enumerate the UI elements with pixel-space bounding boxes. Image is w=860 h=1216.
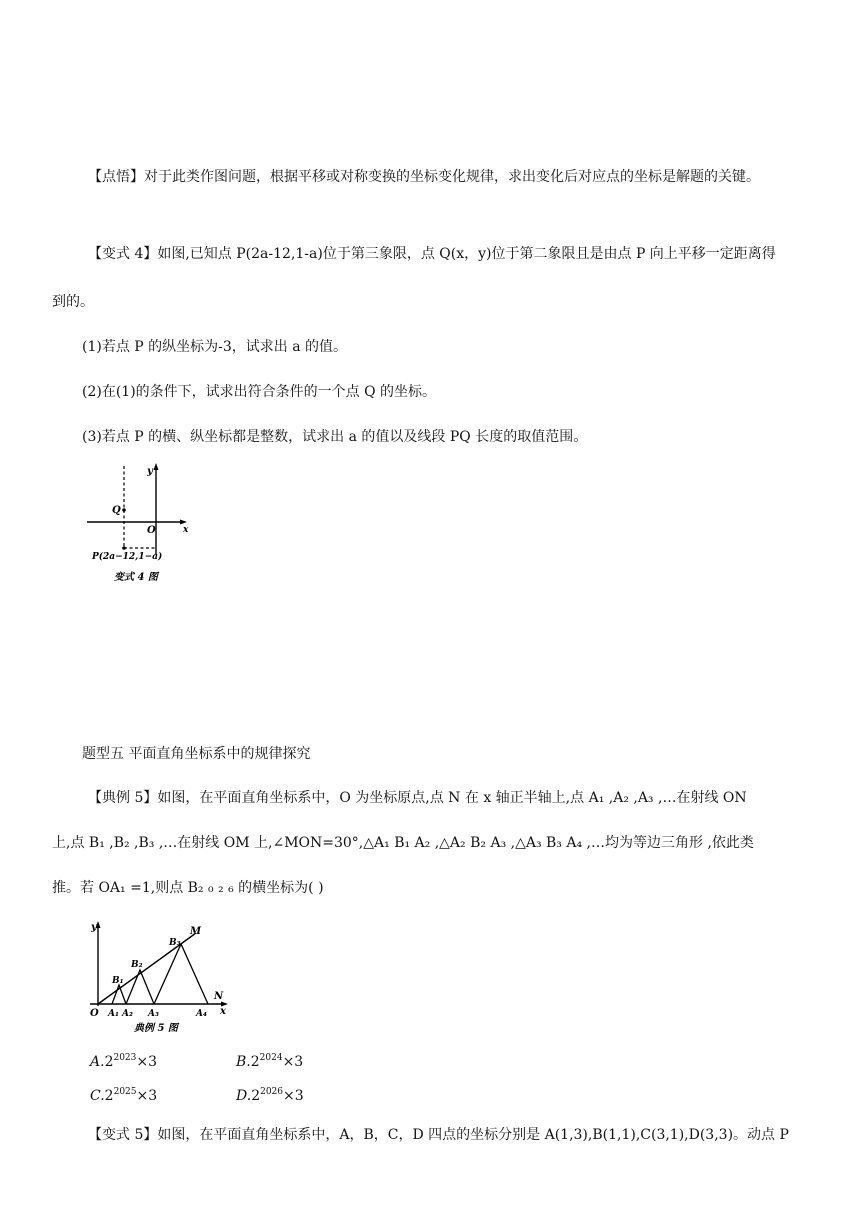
option-b[interactable] (236, 1052, 303, 1072)
triangle-a3b3a4 (154, 944, 208, 1004)
example5-figure (84, 918, 240, 1036)
label-q: Q (112, 505, 121, 516)
variant4-figure (84, 462, 204, 586)
label-p: P(2a−12,1−a) (92, 552, 163, 562)
point-p (122, 546, 126, 550)
label-x: x (220, 1006, 226, 1017)
option-b-base: 2 (250, 1054, 260, 1070)
triangle-a1b1a2 (112, 985, 126, 1004)
label-m: M (190, 926, 202, 937)
option-b-tail: ×3 (282, 1054, 304, 1070)
label-y: y (91, 922, 97, 933)
label-b1: B₁ (112, 976, 124, 986)
x-axis-arrow (180, 520, 187, 525)
label-a4: A₄ (196, 1009, 207, 1019)
label-b2: B₂ (131, 960, 143, 970)
option-c-exp: 2025 (113, 1087, 137, 1097)
option-c-letter: C. (90, 1088, 105, 1104)
label-x: x (183, 525, 189, 535)
option-a-base: 2 (104, 1054, 114, 1070)
example5-stem-line1: 【典例 5】如图，在平面直角坐标系中，O 为坐标原点,点 N 在 x 轴正半轴上,点 A₁ ,A₂ ,A₃ ,…在射线 ON (88, 790, 747, 806)
variant4-stem-line1: 【变式 4】如图,已知点 P(2a-12,1-a)位于第三象限，点 Q(x，y)位于第二象限且是由点 P 向上平移一定距离得 (88, 246, 776, 262)
tip-paragraph: 【点悟】对于此类作图问题，根据平移或对称变换的坐标变化规律，求出变化后对应点的坐标是解题的关键。 (88, 169, 760, 185)
triangle-a2b2a3 (126, 970, 154, 1004)
section-title: 题型五 平面直角坐标系中的规律探究 (82, 746, 311, 762)
option-d-letter: D. (236, 1088, 252, 1104)
option-a[interactable] (90, 1052, 157, 1072)
variant4-stem-line2: 到的。 (52, 294, 94, 310)
option-b-letter: B. (236, 1054, 251, 1070)
option-c[interactable] (90, 1086, 157, 1106)
option-a-tail: ×3 (136, 1054, 158, 1070)
option-a-exp: 2023 (113, 1053, 137, 1063)
label-a3: A₃ (148, 1009, 159, 1019)
variant4-question-2: (2)在(1)的条件下，试求出符合条件的一个点 Q 的坐标。 (82, 384, 437, 400)
point-q (122, 508, 126, 512)
option-c-base: 2 (104, 1088, 114, 1104)
label-a1: A₁ (108, 1009, 119, 1019)
variant4-question-1: (1)若点 P 的纵坐标为-3，试求出 a 的值。 (82, 339, 348, 355)
option-b-exp: 2024 (259, 1053, 283, 1063)
figure-caption: 典例 5 图 (134, 1023, 178, 1034)
option-c-tail: ×3 (136, 1088, 158, 1104)
label-y: y (147, 466, 153, 477)
figure-caption: 变式 4 图 (114, 572, 158, 583)
label-b3: B₃ (169, 938, 181, 948)
variant5-stem-line1: 【变式 5】如图，在平面直角坐标系中，A，B，C，D 四点的坐标分别是 A(1,3),B(1,1),C(3,1),D(3,3)。动点 P (88, 1127, 789, 1143)
example5-stem-line3: 推。若 OA₁ =1,则点 B₂ ₀ ₂ ₆ 的横坐标为( ) (52, 880, 324, 896)
option-d-base: 2 (251, 1088, 261, 1104)
label-n: N (214, 991, 224, 1002)
label-o: O (90, 1008, 99, 1019)
option-d-exp: 2026 (260, 1087, 284, 1097)
option-d-tail: ×3 (283, 1088, 304, 1104)
option-a-letter: A. (90, 1054, 105, 1070)
option-d[interactable] (236, 1086, 304, 1106)
y-axis-arrow (154, 463, 159, 470)
label-a2: A₂ (122, 1009, 133, 1019)
label-o: O (147, 525, 156, 536)
example5-stem-line2: 上,点 B₁ ,B₂ ,B₃ ,…在射线 OM 上,∠MON=30°,△A₁ B₁ A₂ ,△A₂ B₂ A₃ ,△A₃ B₃ A₄ ,…均为等边三角形 ,依此类 (52, 835, 754, 851)
variant4-question-3: (3)若点 P 的横、纵坐标都是整数，试求出 a 的值以及线段 PQ 长度的取值范围。 (82, 429, 588, 445)
